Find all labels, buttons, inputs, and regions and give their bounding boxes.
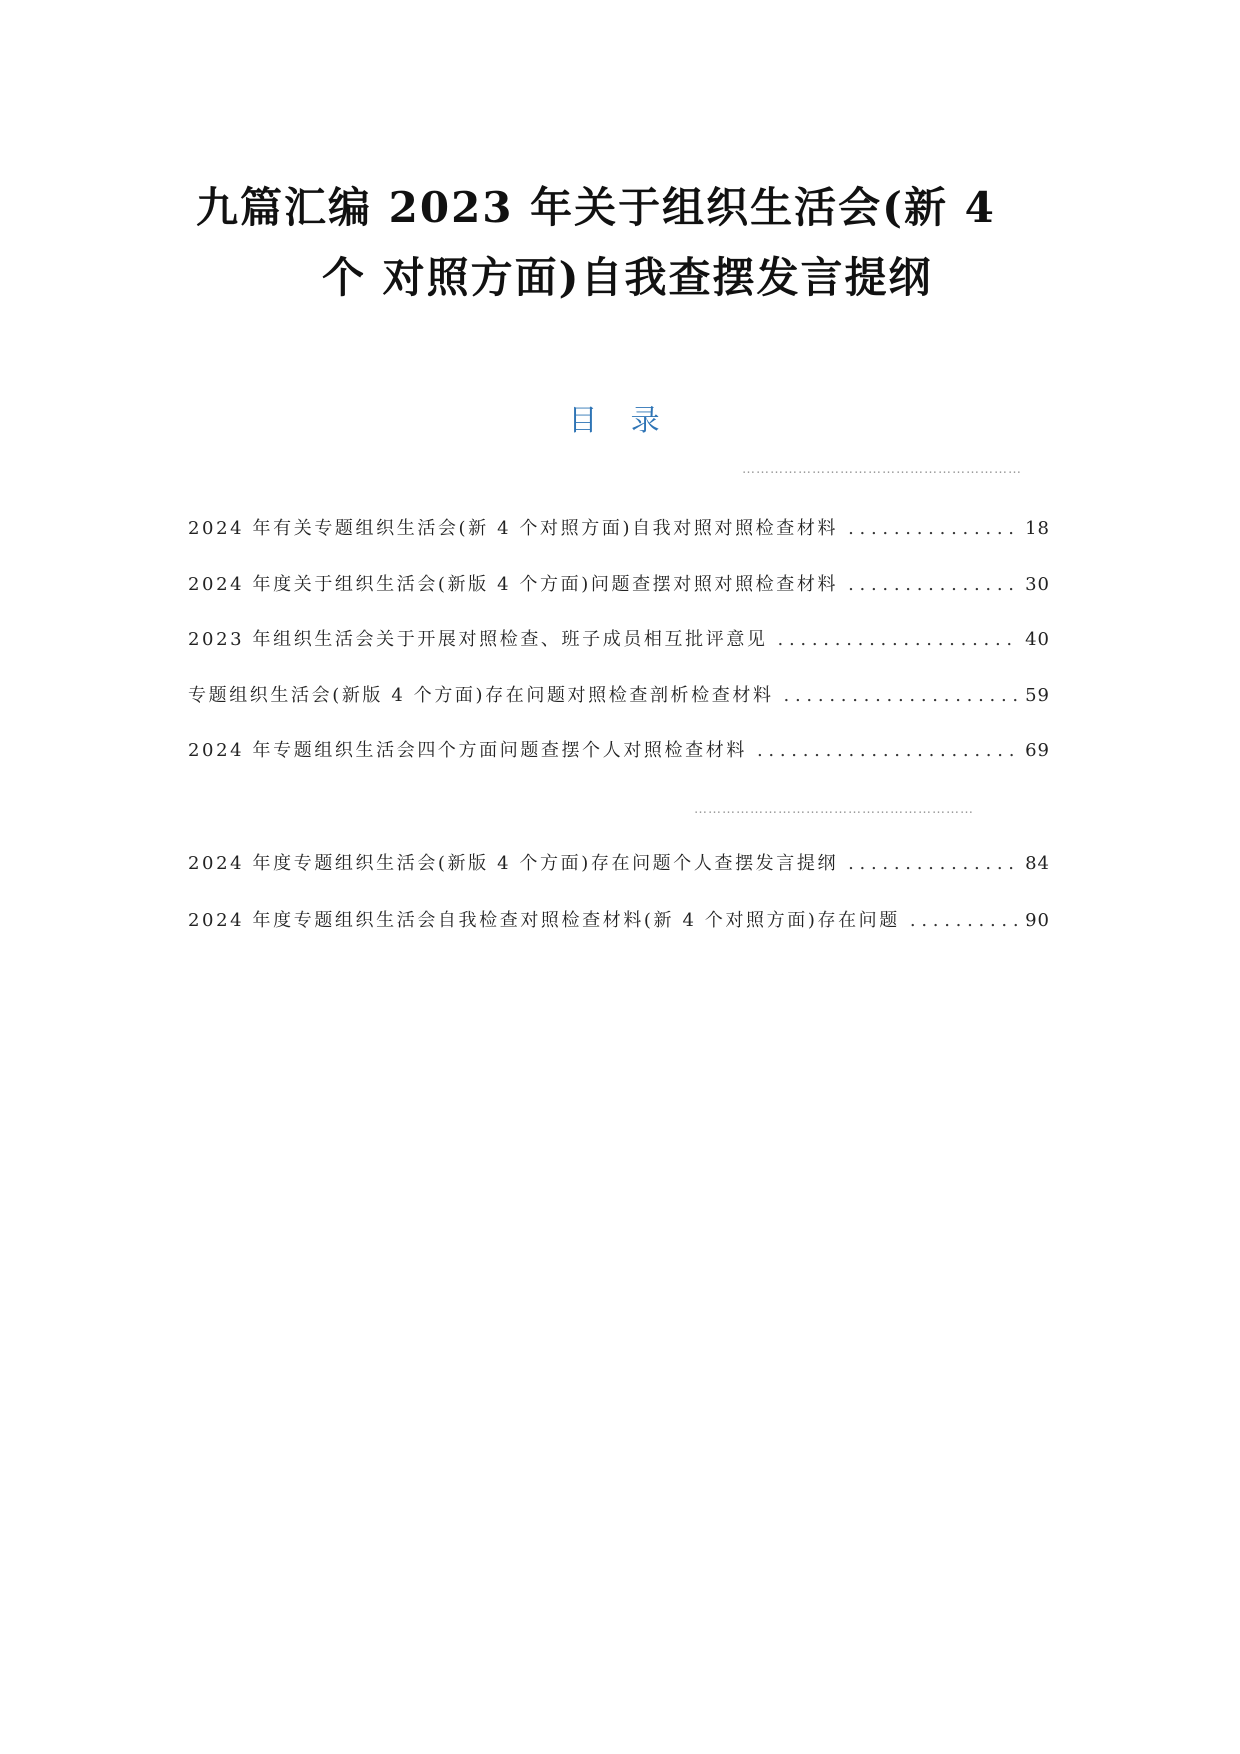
toc-entry-page-number: 30 [1025,574,1050,595]
toc-dot-leader [784,685,1020,706]
toc-entry-title: 2024 年度关于组织生活会(新版 4 个方面)问题查摆对照对照检查材料 [188,574,839,595]
toc-entry-title: 2024 年度专题组织生活会(新版 4 个方面)存在问题个人查摆发言提纲 [188,853,839,874]
toc-entry[interactable] [188,906,1050,938]
toc-entry[interactable] [188,514,1050,546]
toc-dot-leader [848,518,1019,539]
toc-entry-page-number: 18 [1025,518,1050,539]
toc-entry[interactable] [188,736,1050,768]
toc-heading: 目 录 [568,403,672,437]
toc-entry-title: 专题组织生活会(新版 4 个方面)存在问题对照检查剖析检查材料 [188,685,774,706]
toc-entry-title: 2024 年度专题组织生活会自我检查对照检查材料(新 4 个对照方面)存在问题 [188,910,900,931]
toc-dot-leader [848,574,1019,595]
toc-dot-leader [757,740,1019,761]
toc-entry-title: 2024 年有关专题组织生活会(新 4 个对照方面)自我对照对照检查材料 [188,518,839,539]
toc-entry-page-number: 69 [1025,740,1050,761]
toc-dot-leader [778,629,1020,650]
toc-entry[interactable] [188,849,1050,881]
toc-entry[interactable] [188,570,1050,602]
toc-entry-page-number: 90 [1025,910,1050,931]
toc-dotted-rule-middle: …………………………………………………… [694,802,974,817]
toc-entry-title: 2023 年组织生活会关于开展对照检查、班子成员相互批评意见 [188,629,768,650]
toc-entry[interactable] [188,625,1050,657]
toc-entry-page-number: 84 [1025,853,1050,874]
toc-dot-leader [910,910,1019,931]
toc-dotted-rule-top: …………………………………………………… [742,462,1022,477]
toc-entry-title: 2024 年专题组织生活会四个方面问题查摆个人对照检查材料 [188,740,747,761]
document-title-line-2: 个 对照方面)自我查摆发言提纲 [322,253,933,302]
toc-dot-leader [848,853,1019,874]
toc-entry-page-number: 59 [1025,685,1050,706]
document-title-line-1: 九篇汇编 2023 年关于组织生活会(新 4 [196,183,996,232]
toc-entry-page-number: 40 [1025,629,1050,650]
toc-entry[interactable] [188,681,1050,713]
